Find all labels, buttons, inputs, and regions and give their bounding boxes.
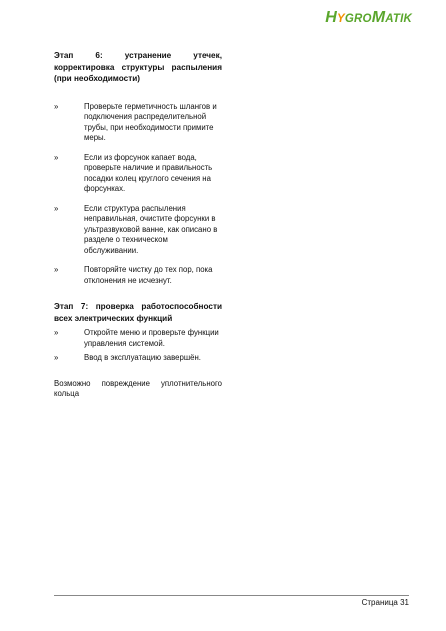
- bullet-text: Проверьте герметичность шлангов и подключения распределительной трубы, при необходимости примите меры.: [84, 101, 217, 142]
- bullet-mark: »: [54, 152, 59, 162]
- bullet-text: Если из форсунок капает вода, проверьте наличие и правильность посадки колец круглого сечения на форсунках.: [84, 152, 213, 193]
- note-text: Возможно повреждение уплотнительного кольца: [54, 378, 222, 398]
- logo-letter-h: H: [325, 9, 338, 26]
- list-item: [54, 153, 222, 195]
- logo-letter-m: M: [371, 9, 386, 26]
- bullet-text: Откройте меню и проверьте функции управления системой.: [84, 328, 219, 348]
- list-item: [54, 328, 222, 349]
- logo-letters-atik: ATIK: [385, 13, 412, 25]
- bullet-text: Если структура распыления неправильная, очистите форсунки в ультразвуковой ванне, как описано в разделе о техническом обслуживании.: [84, 203, 218, 255]
- bullet-text: Ввод в эксплуатацию завершён.: [84, 353, 201, 362]
- hygromatik-logo: [325, 10, 412, 26]
- main-content: [54, 50, 222, 400]
- page-number: Страница 31: [361, 598, 409, 607]
- logo-letter-y: Y: [337, 13, 345, 25]
- stage-7-bullet-list: [54, 328, 222, 364]
- bullet-mark: »: [54, 353, 59, 362]
- stage-6-bullet-list: [54, 102, 222, 287]
- bullet-mark: »: [54, 203, 59, 213]
- bullet-text: Повторяйте чистку до тех пор, пока отклонения не исчезнут.: [84, 265, 213, 285]
- bullet-mark: »: [54, 101, 59, 111]
- list-item: [54, 102, 222, 144]
- list-item: [54, 265, 222, 286]
- list-item: [54, 204, 222, 257]
- list-item: [54, 353, 222, 364]
- logo-letters-gro: GRO: [344, 13, 372, 25]
- footer-divider: [54, 595, 409, 596]
- bullet-mark: »: [54, 328, 59, 337]
- section-heading-stage-7: Этап 7: проверка работоспособности всех электрических функций: [54, 302, 222, 323]
- section-heading-stage-6: Этап 6: устранение утечек, корректировка структуры распыления (при необходимости): [54, 51, 222, 83]
- bullet-mark: »: [54, 265, 59, 274]
